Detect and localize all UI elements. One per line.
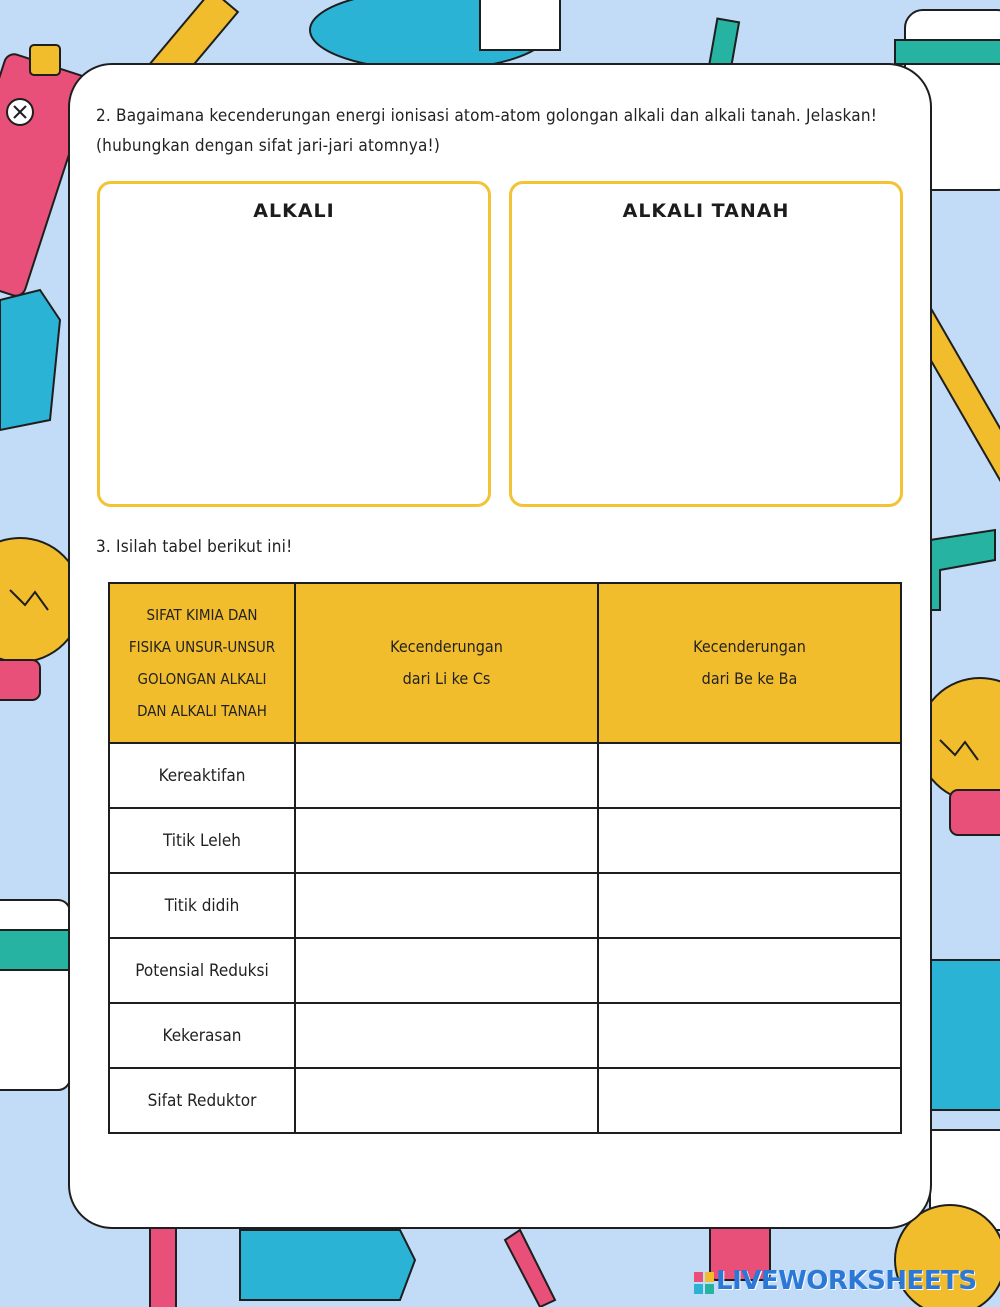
potensial-reduksi-li-cs-input[interactable] xyxy=(296,940,597,1001)
row-label: Sifat Reduktor xyxy=(109,1068,295,1133)
properties-table xyxy=(108,582,902,1134)
kekerasan-li-cs-input[interactable] xyxy=(296,1005,597,1066)
question-2-hint: (hubungkan dengan sifat jari-jari atomnya!) xyxy=(96,136,441,156)
alkali-tanah-answer-input[interactable] xyxy=(526,236,886,490)
titik-didih-li-cs-input[interactable] xyxy=(296,875,597,936)
answer-box-alkali-tanah xyxy=(509,181,903,507)
kekerasan-be-ba-input[interactable] xyxy=(599,1005,900,1066)
answer-box-alkali xyxy=(97,181,491,507)
glove-illustration xyxy=(0,290,60,430)
header-be-ba: Kecenderungan dari Be ke Ba xyxy=(598,583,901,743)
row-label: Titik didih xyxy=(109,873,295,938)
table-row xyxy=(109,808,901,873)
liveworksheets-mark-icon xyxy=(694,1272,714,1294)
titik-leleh-be-ba-input[interactable] xyxy=(599,810,900,871)
container-illustration xyxy=(0,900,70,1090)
row-label: Kekerasan xyxy=(109,1003,295,1068)
question-2-text: 2. Bagaimana kecenderungan energi ionisasi atom-atom golongan alkali dan alkali tanah. Jelaskan! xyxy=(96,106,878,126)
titik-leleh-li-cs-input[interactable] xyxy=(296,810,597,871)
titik-didih-be-ba-input[interactable] xyxy=(599,875,900,936)
row-label: Potensial Reduksi xyxy=(109,938,295,1003)
sifat-reduktor-be-ba-input[interactable] xyxy=(599,1070,900,1131)
cylinder-illustration xyxy=(310,0,560,70)
answer-box-title: ALKALI xyxy=(253,200,335,222)
question-3-text: 3. Isilah tabel berikut ini! xyxy=(96,537,293,557)
sifat-reduktor-li-cs-input[interactable] xyxy=(296,1070,597,1131)
table-row xyxy=(109,1003,901,1068)
beaker-illustration xyxy=(920,960,1000,1230)
row-label: Kereaktifan xyxy=(109,743,295,808)
table-header-row xyxy=(109,583,901,743)
table-row xyxy=(109,938,901,1003)
kereaktifan-be-ba-input[interactable] xyxy=(599,745,900,806)
header-property: SIFAT KIMIA DAN FISIKA UNSUR-UNSUR GOLONGAN ALKALI DAN ALKALI TANAH xyxy=(109,583,295,743)
row-label: Titik Leleh xyxy=(109,808,295,873)
alkali-answer-input[interactable] xyxy=(114,236,474,490)
table-row xyxy=(109,743,901,808)
liveworksheets-text: LIVEWORKSHEETS xyxy=(716,1266,977,1296)
table-row xyxy=(109,1068,901,1133)
kereaktifan-li-cs-input[interactable] xyxy=(296,745,597,806)
header-li-cs: Kecenderungan dari Li ke Cs xyxy=(295,583,598,743)
answer-box-title: ALKALI TANAH xyxy=(622,200,790,222)
potensial-reduksi-be-ba-input[interactable] xyxy=(599,940,900,1001)
table-row xyxy=(109,873,901,938)
